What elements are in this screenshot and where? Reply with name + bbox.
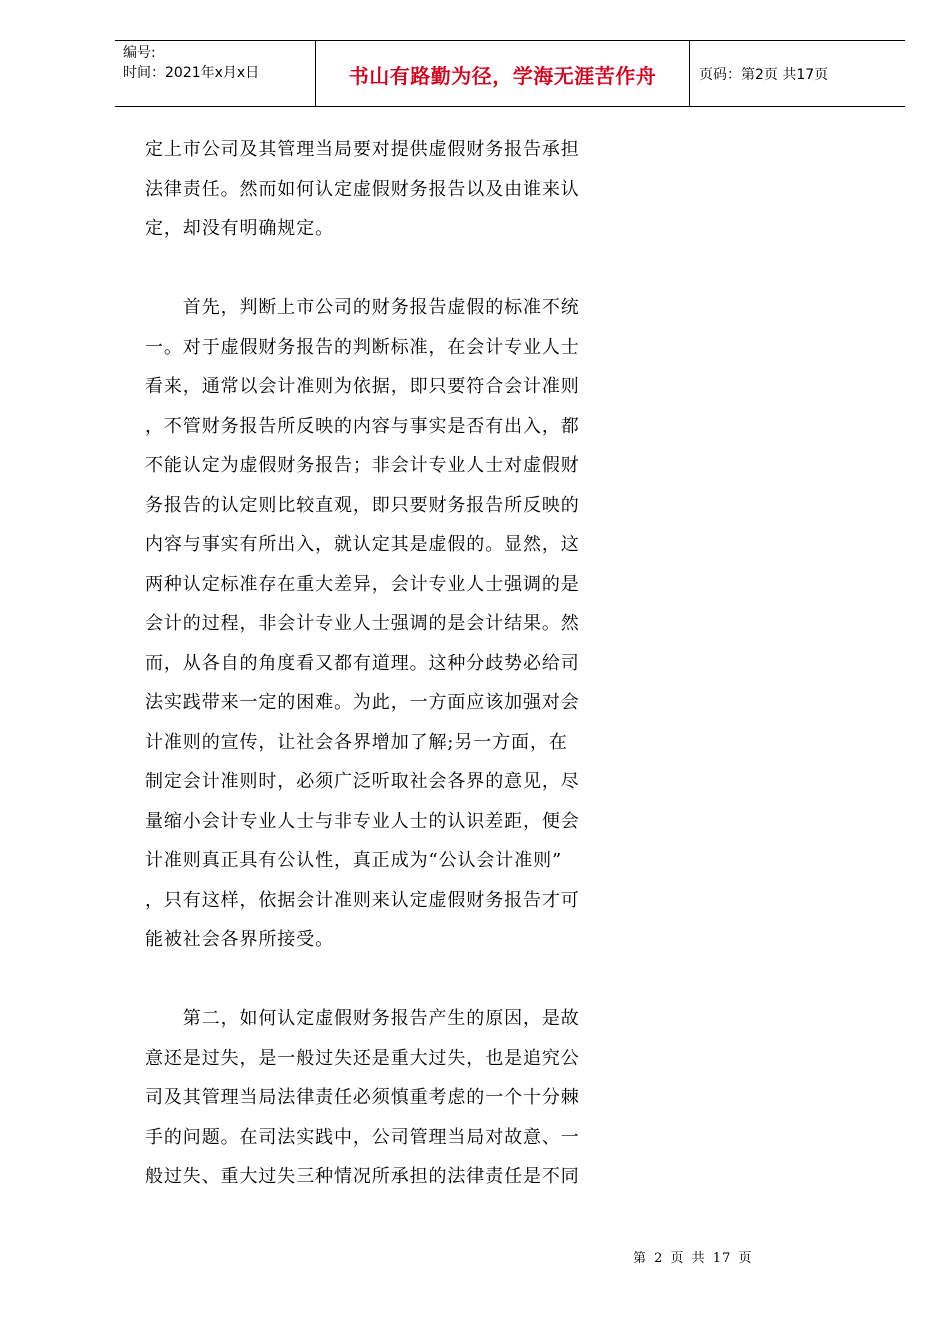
text-line: 法律责任。然而如何认定虚假财务报告以及由谁来认 xyxy=(145,178,580,200)
paragraph-2 xyxy=(145,288,590,960)
header-page-info: 页码：第2页 共17页 xyxy=(699,66,829,83)
text-line: ，只有这样，依据会计准则来认定虚假财务报告才可 xyxy=(145,889,580,911)
page-footer: 第 2 页 共 17 页 xyxy=(633,1251,753,1266)
text-line: 司及其管理当局法律责任必须慎重考虑的一个十分棘 xyxy=(145,1087,580,1108)
text-line: 不能认定为虚假财务报告；非会计专业人士对虚假财 xyxy=(145,455,580,476)
text-line: ，不管财务报告所反映的内容与事实是否有出入，都 xyxy=(145,415,580,437)
header-motto: 书山有路勤为径，学海无涯苦作舟 xyxy=(316,41,690,106)
text-line: 计准则的宣传，让社会各界增加了解;另一方面，在 xyxy=(145,731,568,753)
text-line: 制定会计准则时，必须广泛听取社会各界的意见，尽 xyxy=(145,771,580,792)
time-label: 时间：2021年x月x日 xyxy=(123,65,260,81)
text-line: 意还是过失，是一般过失还是重大过失，也是追究公 xyxy=(145,1047,580,1069)
text-line: 法实践带来一定的困难。为此，一方面应该加强对会 xyxy=(145,692,580,713)
paragraph-gap xyxy=(145,960,590,1000)
serial-label: 编号: xyxy=(123,45,156,61)
text-line: 首先，判断上市公司的财务报告虚假的标准不统 xyxy=(145,297,580,318)
text-line: 务报告的认定则比较直观，即只要财务报告所反映的 xyxy=(145,494,580,516)
paragraph-1 xyxy=(145,130,590,249)
text-line: 定上市公司及其管理当局要对提供虚假财务报告承担 xyxy=(145,139,580,160)
page-header xyxy=(115,40,905,107)
text-line: 手的问题。在司法实践中，公司管理当局对故意、一 xyxy=(145,1126,580,1148)
text-line: 内容与事实有所出入，就认定其是虚假的。显然，这 xyxy=(145,534,580,555)
document-body xyxy=(145,130,590,1197)
paragraph-3 xyxy=(145,999,590,1197)
text-line: 一。对于虚假财务报告的判断标准，在会计专业人士 xyxy=(145,336,580,358)
text-line: 计准则真正具有公认性，真正成为“公认会计准则” xyxy=(145,850,563,871)
text-line: 能被社会各界所接受。 xyxy=(145,929,334,950)
header-meta xyxy=(115,41,316,106)
text-line: 般过失、重大过失三种情况所承担的法律责任是不同 xyxy=(145,1166,580,1187)
text-line: 两种认定标准存在重大差异，会计专业人士强调的是 xyxy=(145,573,580,595)
text-line: 定，却没有明确规定。 xyxy=(145,218,334,239)
text-line: 而，从各自的角度看又都有道理。这种分歧势必给司 xyxy=(145,652,580,674)
text-line: 会计的过程，非会计专业人士强调的是会计结果。然 xyxy=(145,613,580,634)
text-line: 看来，通常以会计准则为依据，即只要符合会计准则 xyxy=(145,376,580,397)
paragraph-gap xyxy=(145,249,590,289)
text-line: 第二，如何认定虚假财务报告产生的原因，是故 xyxy=(145,1008,580,1029)
text-line: 量缩小会计专业人士与非专业人士的认识差距，便会 xyxy=(145,810,580,832)
